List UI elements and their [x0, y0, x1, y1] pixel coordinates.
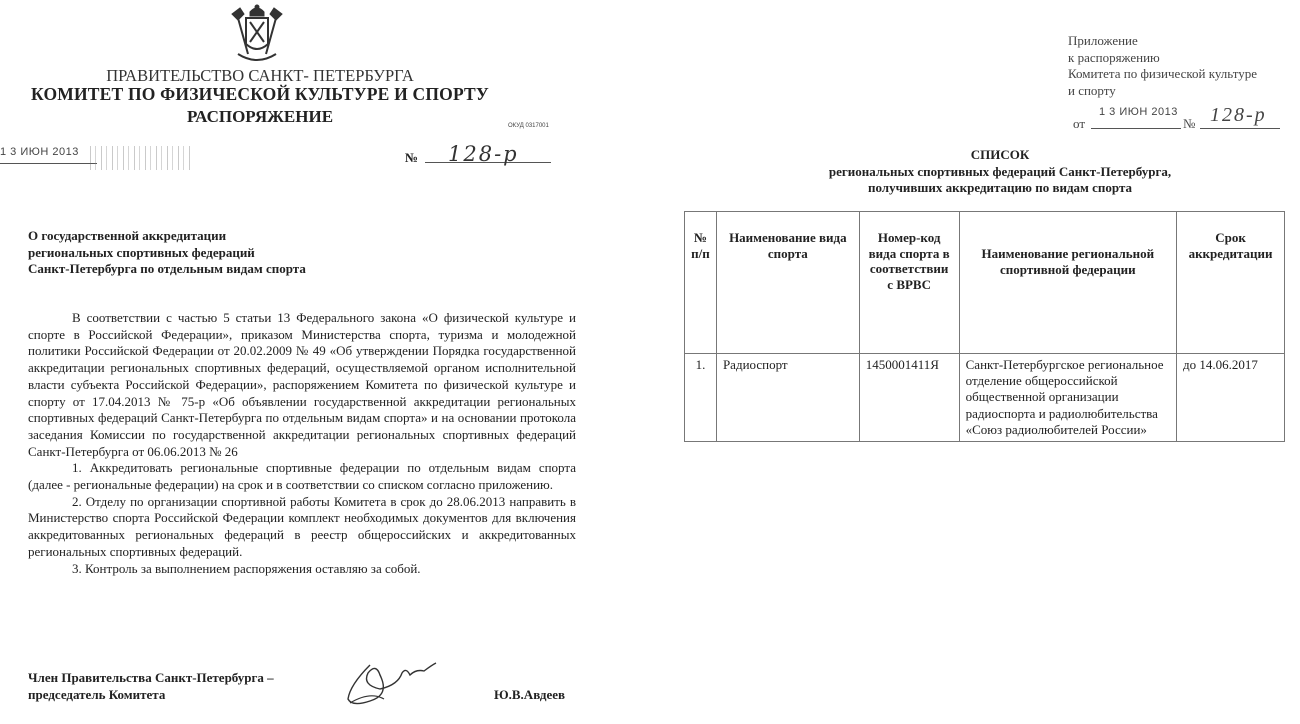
accreditation-table — [684, 211, 1285, 442]
okud-code: ОКУД 0317001 — [508, 123, 549, 129]
list-title — [700, 147, 1300, 197]
signatory-title-line: Член Правительства Санкт-Петербурга – — [28, 670, 274, 685]
subject-line: региональных спортивных федераций — [28, 244, 255, 260]
cell-federation: Санкт-Петербургское региональное отделение общероссийской общественной организации радиоспорта и радиолюбительства «Союз радиолюбителей России» — [959, 354, 1176, 442]
order-body — [28, 310, 576, 577]
handwritten-signature-icon — [340, 655, 440, 711]
appendix-number: 128-р — [1210, 104, 1267, 126]
clause-2: 2. Отделу по организации спортивной работы Комитета в срок до 28.06.2013 направить в Министерство спорта Российской Федерации комплект необходимых документов для включения аккредитованных региональных федераций в реестр общероссийских и аккредитованных региональных спортивных федераций. — [28, 493, 576, 559]
order-number: 128-р — [448, 142, 519, 166]
coat-of-arms-icon — [228, 4, 286, 66]
col-header-sport: Наименование вида спорта — [716, 212, 859, 354]
document-type: РАСПОРЯЖЕНИЕ — [186, 107, 334, 126]
appendix-date-underline — [1091, 128, 1181, 129]
signatory-title-line: председатель Комитета — [28, 686, 166, 702]
appendix-header-line: и спорту — [1068, 82, 1116, 98]
list-subtitle: получивших аккредитацию по видам спорта — [867, 180, 1133, 195]
col-header-number: № п/п — [685, 212, 717, 354]
subject-line: Санкт-Петербурга по отдельным видам спорта — [28, 261, 306, 276]
subject-line: О государственной аккредитации — [28, 228, 227, 243]
cell-code: 1450001411Я — [859, 354, 959, 442]
list-heading: СПИСОК — [970, 147, 1030, 162]
table-row — [685, 354, 1285, 442]
registration-barcode — [90, 146, 190, 170]
appendix-header — [1068, 33, 1257, 99]
number-label: № — [405, 150, 419, 165]
order-date-stamp: 1 3 ИЮН 2013 — [0, 146, 79, 158]
date-underline — [0, 163, 97, 164]
appendix-header-line: к распоряжению — [1068, 49, 1160, 65]
appendix-number-label: № — [1183, 116, 1196, 131]
col-header-code: Номер-код вида спорта в соответствии с ВРВС — [859, 212, 959, 354]
cell-sport: Радиоспорт — [716, 354, 859, 442]
appendix-header-line: Приложение — [1068, 33, 1138, 48]
preamble-paragraph: В соответствии с частью 5 статьи 13 Федерального закона «О физической культуре и спорте в Российской Федерации», приказом Министерства спорта, туризма и молодежной политики Российской Федерации от 20.02.2009 № 49 «Об утверждении Порядка государственной аккредитации региональных спортивных федераций, осуществляемой органом исполнительной власти субъекта Российской Федерации», распоряжением Комитета по физической культуре и спорту от 17.04.2013 № 75-р «Об объявлении государственной аккредитации региональных спортивных федераций Санкт-Петербурга по отдельным видам спорта» и на основании протокола заседания Комиссии по государственной аккредитации региональных спортивных федераций Санкт-Петербурга от 06.06.2013 № 26 — [28, 310, 576, 459]
appendix-date-label: от — [1073, 116, 1086, 131]
col-header-federation: Наименование региональной спортивной федерации — [959, 212, 1176, 354]
clause-1: 1. Аккредитовать региональные спортивные федерации по отдельным видам спорта (далее - региональные федерации) на срок и в соответствии со списком согласно приложению. — [28, 460, 576, 493]
government-heading: ПРАВИТЕЛЬСТВО САНКТ- ПЕТЕРБУРГА — [106, 66, 414, 85]
list-subtitle: региональных спортивных федераций Санкт-Петербурга, — [828, 163, 1172, 179]
clause-3: 3. Контроль за выполнением распоряжения оставляю за собой. — [72, 560, 421, 576]
col-header-term: Срок аккредитации — [1177, 212, 1285, 354]
cell-number: 1. — [685, 354, 717, 442]
order-subject — [28, 228, 306, 278]
table-header-row — [685, 212, 1285, 354]
signatory-name: Ю.В.Авдеев — [494, 687, 566, 702]
appendix-header-line: Комитета по физической культуре — [1068, 66, 1257, 81]
appendix-date-stamp: 1 3 ИЮН 2013 — [1099, 106, 1178, 118]
cell-term: до 14.06.2017 — [1177, 354, 1285, 442]
appendix-number-underline — [1200, 128, 1280, 129]
signatory-title — [28, 670, 274, 703]
committee-heading: КОМИТЕТ ПО ФИЗИЧЕСКОЙ КУЛЬТУРЕ И СПОРТУ — [31, 84, 489, 104]
